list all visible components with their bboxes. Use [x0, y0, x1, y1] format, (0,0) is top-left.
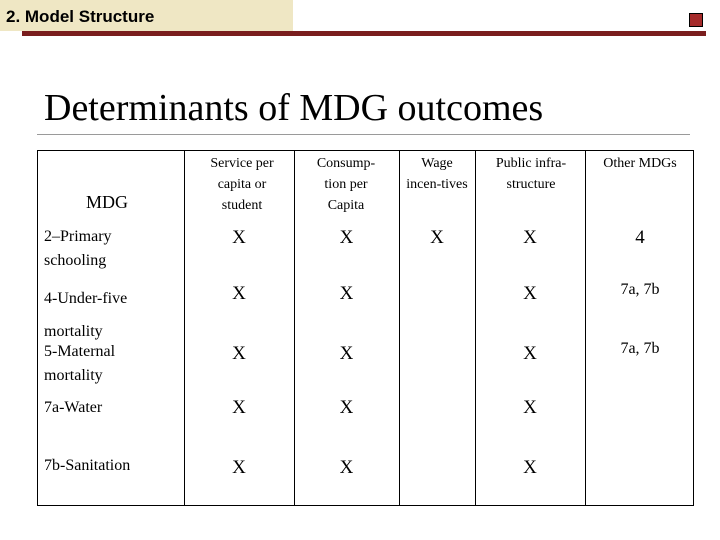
- column-divider: [184, 151, 185, 505]
- table-cell: X: [232, 283, 246, 304]
- table-cell: X: [523, 283, 537, 304]
- table-cell: 7a, 7b: [620, 281, 660, 298]
- table-cell: X: [232, 457, 246, 478]
- row-label-under-five-mortality: 4-Under-five mortality: [44, 290, 128, 340]
- column-header-service: Service per capita or student: [210, 156, 274, 213]
- header-bar: [22, 31, 706, 36]
- corner-header: MDG: [86, 192, 129, 212]
- section-label: 2. Model Structure: [6, 7, 155, 26]
- corner-square-icon: [689, 13, 703, 27]
- row-label-sanitation: 7b-Sanitation: [44, 457, 131, 474]
- section-tab: [0, 0, 293, 31]
- column-divider: [585, 151, 586, 505]
- title-divider: [37, 134, 690, 135]
- table-cell: X: [523, 397, 537, 418]
- table-cell: X: [339, 227, 354, 248]
- table-cell: X: [339, 283, 354, 304]
- table-cell: 7a, 7b: [620, 340, 660, 357]
- column-header-consumption: Consump-tion per Capita: [316, 156, 376, 213]
- table-cell: X: [339, 343, 354, 364]
- table-cell: X: [232, 227, 246, 248]
- column-header-wage: Wage incen-tives: [406, 156, 468, 192]
- row-label-primary-schooling: 2–Primary schooling: [44, 228, 112, 269]
- column-divider: [294, 151, 295, 505]
- column-header-other-mdgs: Other MDGs: [603, 156, 677, 171]
- determinants-table: [37, 150, 694, 506]
- table-cell: X: [232, 343, 246, 364]
- table-cell: X: [523, 227, 537, 248]
- row-label-water: 7a-Water: [44, 399, 103, 416]
- table-cell: 4: [635, 227, 645, 248]
- row-label-maternal-mortality: 5-Maternal mortality: [44, 343, 116, 384]
- table-cell: X: [339, 457, 354, 478]
- column-divider: [475, 151, 476, 505]
- table-cell: X: [523, 343, 537, 364]
- slide-title: Determinants of MDG outcomes: [44, 87, 544, 129]
- table-cell: X: [523, 457, 537, 478]
- table-cell: X: [339, 397, 354, 418]
- column-header-infrastructure: Public infra-structure: [495, 156, 567, 192]
- table-cell: X: [232, 397, 246, 418]
- table-cell: X: [430, 227, 444, 248]
- column-divider: [399, 151, 400, 505]
